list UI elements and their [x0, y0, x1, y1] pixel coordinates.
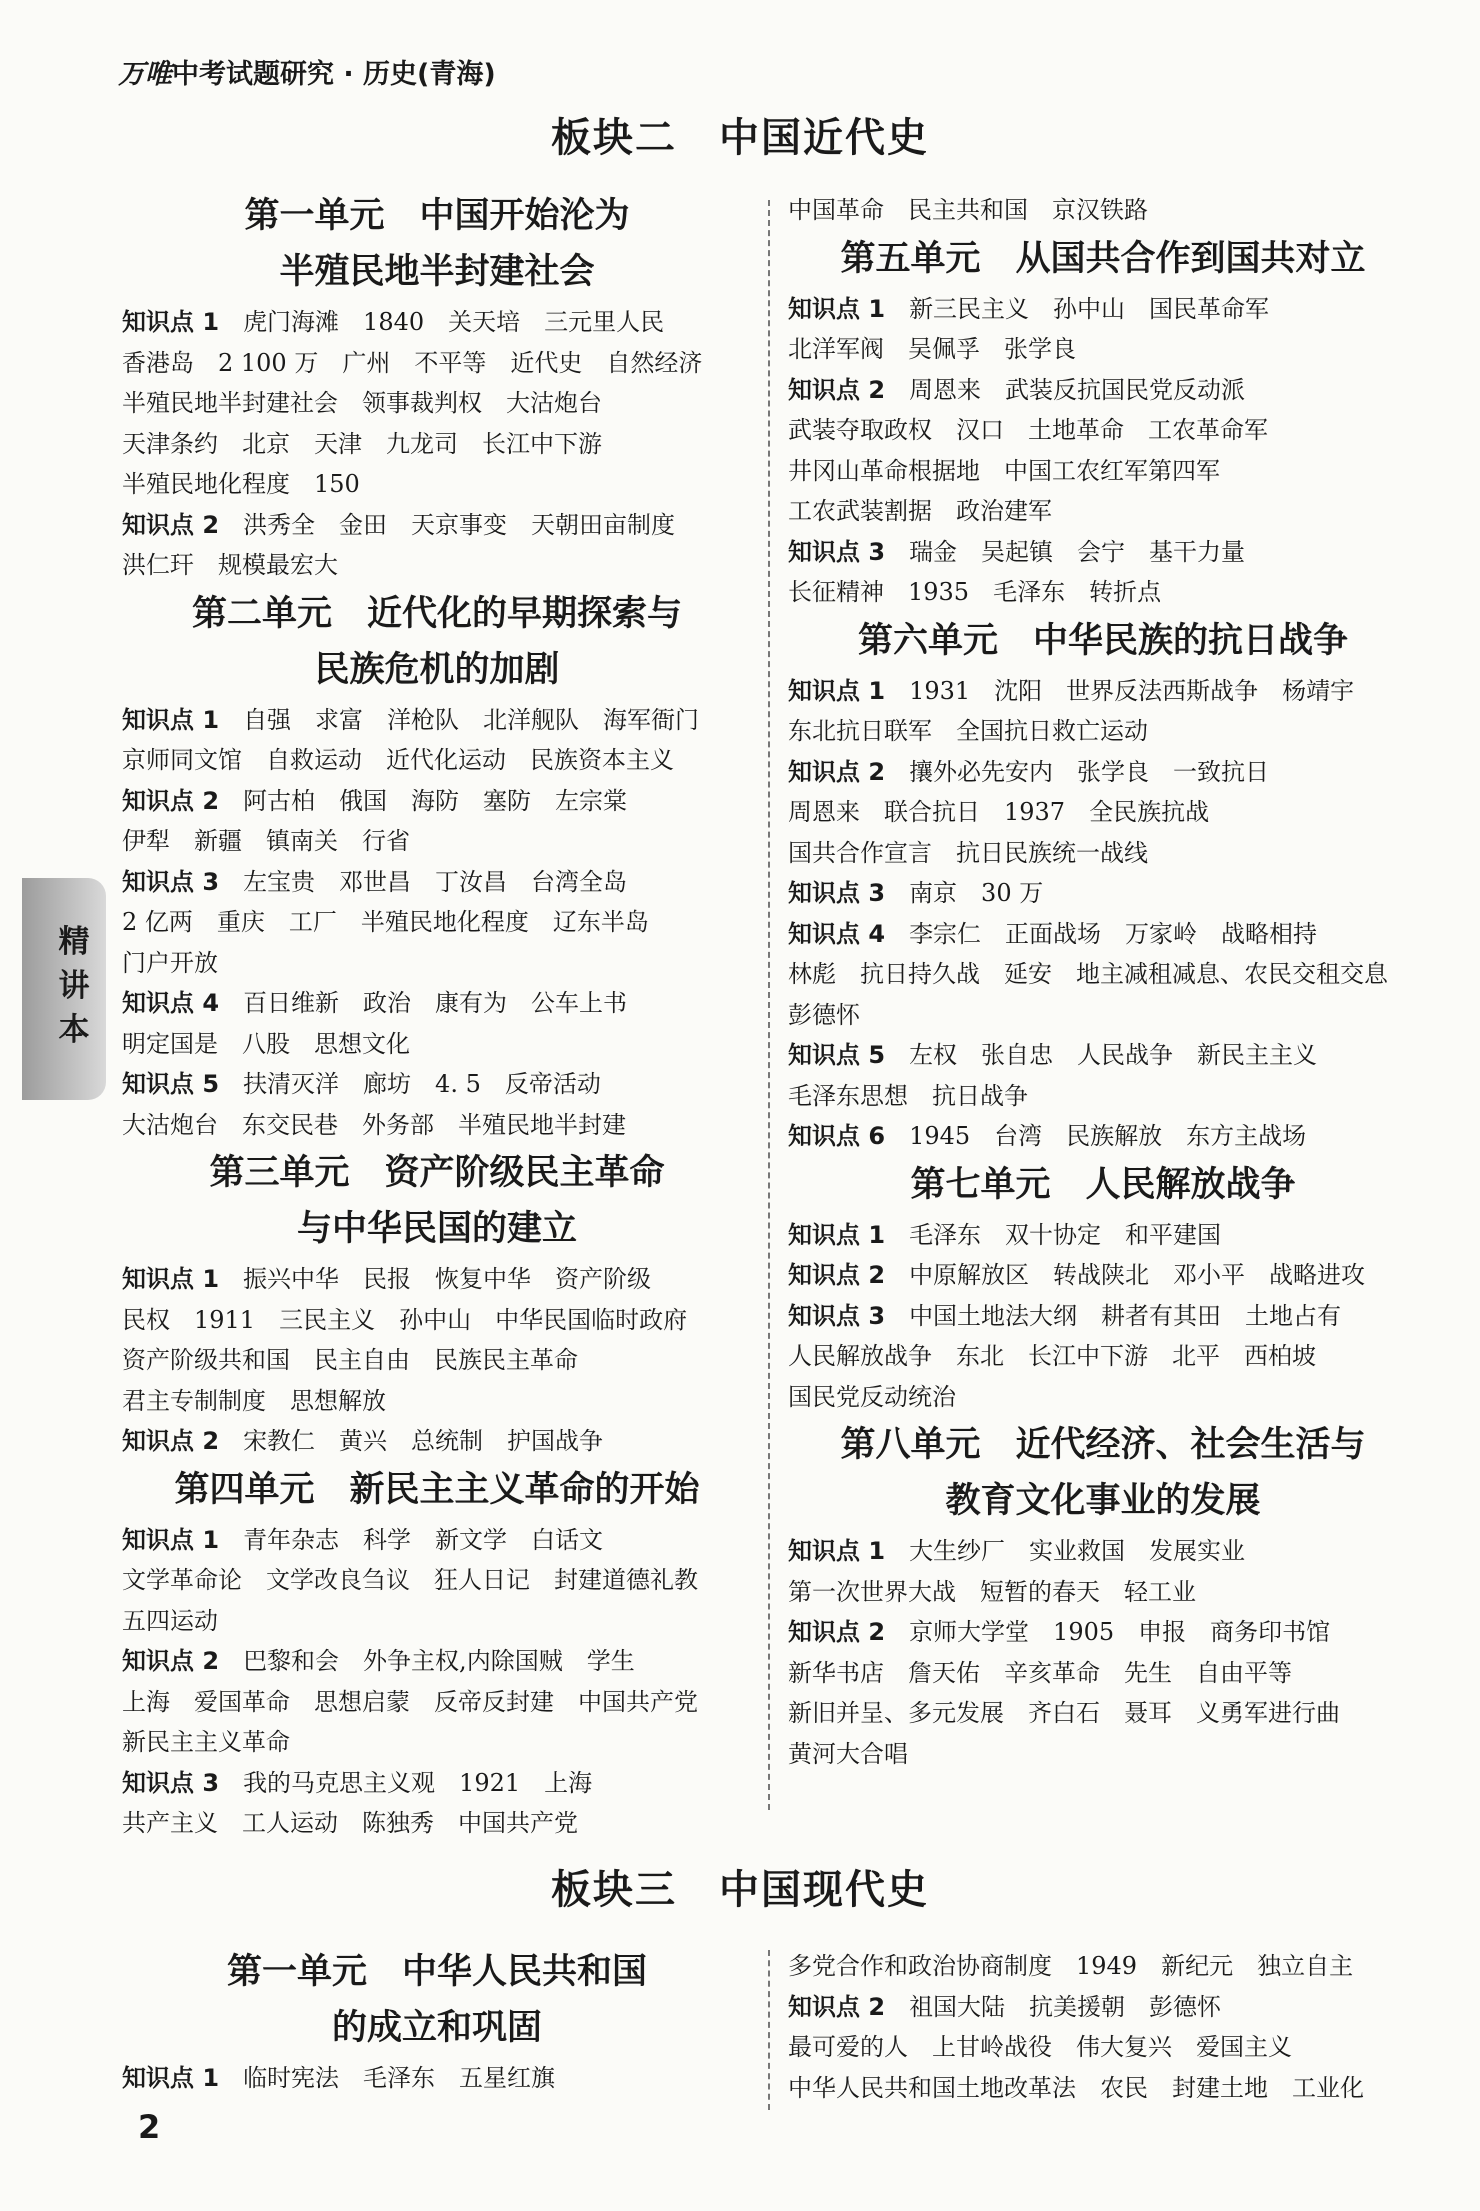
- unit-heading: 民族危机的加剧: [314, 649, 560, 690]
- knowledge-line: [788, 2027, 1418, 2068]
- knowledge-line: [122, 464, 752, 505]
- side-tab-label: [54, 920, 94, 1052]
- knowledge-point: [122, 1421, 752, 1462]
- knowledge-terms: 半殖民地化程度 150: [122, 470, 360, 498]
- knowledge-line: [122, 1381, 752, 1422]
- knowledge-point: [788, 1035, 1418, 1076]
- knowledge-terms: 阿古柏 俄国 海防 塞防 左宗棠: [243, 786, 628, 815]
- knowledge-line: [788, 711, 1418, 752]
- knowledge-terms: 1931 沈阳 世界反法西斯战争 杨靖宇: [909, 676, 1355, 705]
- knowledge-line: [788, 329, 1418, 370]
- knowledge-terms: 瑞金 吴起镇 会宁 基干力量: [909, 537, 1246, 566]
- knowledge-line: [122, 1105, 752, 1146]
- unit-heading: 第三单元 资产阶级民主革命: [209, 1153, 665, 1193]
- knowledge-terms: 中华人民共和国土地改革法 农民 封建土地 工业化: [788, 2073, 1364, 2102]
- knowledge-terms: 最可爱的人 上甘岭战役 伟大复兴 爱国主义: [788, 2033, 1292, 2061]
- side-tab-char: 精: [58, 924, 90, 960]
- knowledge-line: [122, 343, 752, 384]
- knowledge-line: [788, 2068, 1418, 2109]
- knowledge-terms: 青年杂志 科学 新文学 白话文: [243, 1525, 604, 1554]
- knowledge-point: [122, 781, 752, 822]
- knowledge-terms: 我的马克思主义观 1921 上海: [243, 1768, 593, 1797]
- knowledge-terms: 攘外必先安内 张学良 一致抗日: [909, 757, 1270, 786]
- knowledge-terms: 半殖民地半封建社会 领事裁判权 大沽炮台: [122, 389, 602, 417]
- knowledge-terms: 伊犁 新疆 镇南关 行省: [122, 827, 410, 855]
- knowledge-point-label: 知识点 2: [788, 375, 886, 404]
- knowledge-point: [122, 302, 752, 343]
- knowledge-line: [788, 1653, 1418, 1694]
- unit-heading: 与中华民国的建立: [296, 1209, 577, 1249]
- unit-heading: 第五单元 从国共合作到国共对立: [840, 238, 1366, 279]
- knowledge-point-label: 知识点 2: [122, 786, 220, 815]
- knowledge-terms: 君主专制制度 思想解放: [122, 1386, 386, 1415]
- side-tab-char: 本: [58, 1012, 90, 1048]
- knowledge-terms: 自强 求富 洋枪队 北洋舰队 海军衙门: [243, 705, 700, 734]
- left-column-2: [122, 1944, 752, 2099]
- knowledge-terms: 林彪 抗日持久战 延安 地主减租减息、农民交租交息: [788, 960, 1388, 988]
- knowledge-point: [788, 289, 1418, 330]
- knowledge-point: [788, 1116, 1418, 1157]
- unit-heading: 第八单元 近代经济、社会生活与: [840, 1425, 1366, 1465]
- knowledge-terms: 京师同文馆 自救运动 近代化运动 民族资本主义: [122, 746, 674, 774]
- knowledge-point: [788, 370, 1418, 411]
- book-title: 中考试题研究 · 历史(青海): [172, 59, 496, 90]
- knowledge-line: [788, 954, 1418, 995]
- knowledge-terms: 彭德怀: [788, 1000, 860, 1029]
- column-divider-2: [768, 1950, 770, 2110]
- knowledge-terms: 扶清灭洋 廊坊 4. 5 反帝活动: [243, 1070, 601, 1098]
- knowledge-terms: 大生纱厂 实业救国 发展实业: [909, 1537, 1246, 1565]
- knowledge-terms: 香港岛 2 100 万 广州 不平等 近代史 自然经济: [122, 348, 703, 377]
- knowledge-terms: 上海 爱国革命 思想启蒙 反帝反封建 中国共产党: [122, 1687, 698, 1716]
- knowledge-point: [788, 1296, 1418, 1337]
- knowledge-point: [122, 700, 752, 741]
- knowledge-point: [788, 1987, 1418, 2028]
- knowledge-terms: 明定国是 八股 思想文化: [122, 1029, 410, 1058]
- knowledge-line: [122, 821, 752, 862]
- knowledge-point-label: 知识点 4: [788, 919, 886, 948]
- knowledge-terms: 百日维新 政治 康有为 公车上书: [243, 989, 628, 1017]
- knowledge-point-label: 知识点 2: [788, 757, 886, 786]
- knowledge-line: [122, 1024, 752, 1065]
- knowledge-line: [122, 1682, 752, 1723]
- unit-heading: 第四单元 新民主主义革命的开始: [174, 1469, 700, 1510]
- knowledge-point: [788, 914, 1418, 955]
- knowledge-line: [122, 902, 752, 943]
- knowledge-terms: 左宝贵 邓世昌 丁汝昌 台湾全岛: [243, 867, 628, 896]
- knowledge-point-label: 知识点 3: [122, 867, 220, 896]
- knowledge-terms: 周恩来 武装反抗国民党反动派: [909, 375, 1246, 404]
- knowledge-terms: 洪仁玕 规模最宏大: [122, 551, 338, 579]
- brand-logo: 万唯: [118, 59, 172, 90]
- knowledge-terms: 毛泽东思想 抗日战争: [788, 1081, 1028, 1110]
- knowledge-line: [122, 383, 752, 424]
- knowledge-line: [788, 190, 1418, 231]
- knowledge-terms: 第一次世界大战 短暂的春天 轻工业: [788, 1577, 1196, 1606]
- knowledge-terms: 共产主义 工人运动 陈独秀 中国共产党: [122, 1809, 578, 1837]
- knowledge-point-label: 知识点 1: [122, 2064, 220, 2092]
- knowledge-line: [122, 740, 752, 781]
- right-column-2: [788, 1946, 1418, 2108]
- knowledge-terms: 毛泽东 双十协定 和平建国: [909, 1220, 1222, 1249]
- knowledge-terms: 2 亿两 重庆 工厂 半殖民地化程度 辽东半岛: [122, 908, 649, 936]
- knowledge-terms: 井冈山革命根据地 中国工农红军第四军: [788, 456, 1220, 485]
- knowledge-point-label: 知识点 2: [788, 1618, 886, 1646]
- knowledge-terms: 国共合作宣言 抗日民族统一战线: [788, 838, 1148, 867]
- knowledge-terms: 临时宪法 毛泽东 五星红旗: [243, 2064, 556, 2092]
- knowledge-point-label: 知识点 2: [122, 510, 220, 539]
- knowledge-point-label: 知识点 5: [122, 1070, 220, 1098]
- knowledge-terms: 多党合作和政治协商制度 1949 新纪元 独立自主: [788, 1952, 1354, 1980]
- knowledge-point: [122, 862, 752, 903]
- knowledge-line: [788, 1734, 1418, 1775]
- knowledge-terms: 祖国大陆 抗美援朝 彭德怀: [909, 1992, 1222, 2021]
- knowledge-point-label: 知识点 1: [122, 308, 220, 336]
- knowledge-line: [122, 1601, 752, 1642]
- knowledge-point-label: 知识点 2: [788, 1261, 886, 1289]
- knowledge-terms: 黄河大合唱: [788, 1739, 908, 1768]
- knowledge-terms: 人民解放战争 东北 长江中下游 北平 西柏坡: [788, 1342, 1316, 1370]
- knowledge-line: [788, 1572, 1418, 1613]
- knowledge-point-label: 知识点 1: [788, 676, 886, 705]
- knowledge-point: [788, 532, 1418, 573]
- knowledge-point-label: 知识点 1: [122, 1525, 220, 1554]
- knowledge-point: [122, 1641, 752, 1682]
- knowledge-line: [788, 1377, 1418, 1418]
- knowledge-line: [122, 1300, 752, 1341]
- knowledge-point-label: 知识点 2: [122, 1647, 220, 1675]
- knowledge-line: [788, 792, 1418, 833]
- knowledge-terms: 新三民主义 孙中山 国民革命军: [909, 294, 1270, 323]
- knowledge-point: [788, 671, 1418, 712]
- knowledge-line: [788, 491, 1418, 532]
- knowledge-terms: 振兴中华 民报 恢复中华 资产阶级: [243, 1265, 652, 1293]
- knowledge-terms: 中国土地法大纲 耕者有其田 土地占有: [909, 1301, 1342, 1330]
- knowledge-terms: 新旧并呈、多元发展 齐白石 聂耳 义勇军进行曲: [788, 1699, 1340, 1727]
- block-3-title: 板块三 中国现代史: [551, 1867, 929, 1913]
- knowledge-terms: 巴黎和会 外争主权,内除国贼 学生: [243, 1647, 635, 1675]
- knowledge-terms: 文学革命论 文学改良刍议 狂人日记 封建道德礼教: [122, 1566, 698, 1594]
- unit-heading: 半殖民地半封建社会: [279, 252, 595, 292]
- unit-heading: 第一单元 中国开始沦为: [244, 196, 630, 236]
- knowledge-line: [788, 572, 1418, 613]
- page-number: 2: [138, 2108, 161, 2146]
- right-column: [788, 190, 1418, 1774]
- knowledge-line: [122, 1803, 752, 1844]
- knowledge-terms: 左权 张自忠 人民战争 新民主主义: [909, 1041, 1318, 1069]
- unit-heading: 第六单元 中华民族的抗日战争: [857, 620, 1348, 661]
- block-2-title: 板块二 中国近代史: [551, 115, 929, 161]
- knowledge-point: [122, 983, 752, 1024]
- knowledge-point-label: 知识点 5: [788, 1041, 886, 1069]
- knowledge-point: [122, 505, 752, 546]
- column-divider: [768, 200, 770, 1810]
- knowledge-terms: 京师大学堂 1905 申报 商务印书馆: [909, 1618, 1331, 1646]
- knowledge-terms: 门户开放: [122, 948, 218, 977]
- unit-heading: 的成立和巩固: [331, 2008, 542, 2048]
- knowledge-terms: 中原解放区 转战陕北 邓小平 战略进攻: [909, 1261, 1366, 1289]
- knowledge-terms: 东北抗日联军 全国抗日救亡运动: [788, 717, 1148, 745]
- unit-heading: 第二单元 近代化的早期探索与: [191, 593, 682, 634]
- knowledge-point: [788, 752, 1418, 793]
- knowledge-point-label: 知识点 1: [788, 1220, 886, 1249]
- knowledge-point: [788, 873, 1418, 914]
- knowledge-terms: 洪秀全 金田 天京事变 天朝田亩制度: [243, 510, 676, 539]
- knowledge-point-label: 知识点 3: [788, 879, 886, 907]
- knowledge-point-label: 知识点 1: [122, 705, 220, 734]
- knowledge-point-label: 知识点 3: [788, 1301, 886, 1330]
- knowledge-line: [788, 410, 1418, 451]
- unit-heading: 第七单元 人民解放战争: [910, 1164, 1296, 1205]
- knowledge-line: [788, 1076, 1418, 1117]
- knowledge-point-label: 知识点 1: [122, 1265, 220, 1293]
- knowledge-line: [122, 1560, 752, 1601]
- page-header: [118, 52, 496, 91]
- knowledge-line: [788, 995, 1418, 1036]
- left-column: [122, 188, 752, 1844]
- knowledge-terms: 天津条约 北京 天津 九龙司 长江中下游: [122, 429, 602, 458]
- knowledge-point-label: 知识点 4: [122, 989, 220, 1017]
- knowledge-terms: 李宗仁 正面战场 万家岭 战略相持: [909, 919, 1318, 948]
- unit-heading: 第一单元 中华人民共和国: [226, 1952, 647, 1992]
- knowledge-line: [122, 1722, 752, 1763]
- knowledge-terms: 北洋军阀 吴佩孚 张学良: [788, 335, 1076, 363]
- knowledge-point-label: 知识点 2: [788, 1992, 886, 2021]
- knowledge-line: [122, 1340, 752, 1381]
- knowledge-point-label: 知识点 2: [122, 1427, 220, 1455]
- knowledge-line: [788, 1693, 1418, 1734]
- knowledge-point: [122, 1763, 752, 1804]
- knowledge-terms: 国民党反动统治: [788, 1382, 956, 1411]
- knowledge-point: [788, 1531, 1418, 1572]
- knowledge-point-label: 知识点 3: [788, 537, 886, 566]
- knowledge-terms: 宋教仁 黄兴 总统制 护国战争: [243, 1427, 604, 1455]
- knowledge-line: [122, 424, 752, 465]
- knowledge-line: [122, 943, 752, 984]
- knowledge-point-label: 知识点 1: [788, 1537, 886, 1565]
- knowledge-line: [788, 1336, 1418, 1377]
- knowledge-point: [122, 2058, 752, 2099]
- knowledge-line: [788, 1946, 1418, 1987]
- knowledge-point: [788, 1255, 1418, 1296]
- knowledge-terms: 新民主主义革命: [122, 1728, 290, 1756]
- knowledge-terms: 五四运动: [122, 1606, 218, 1635]
- knowledge-point: [122, 1064, 752, 1105]
- knowledge-terms: 资产阶级共和国 民主自由 民族民主革命: [122, 1346, 578, 1374]
- knowledge-terms: 民权 1911 三民主义 孙中山 中华民国临时政府: [122, 1305, 688, 1334]
- knowledge-terms: 周恩来 联合抗日 1937 全民族抗战: [788, 798, 1210, 826]
- knowledge-terms: 新华书店 詹天佑 辛亥革命 先生 自由平等: [788, 1658, 1292, 1687]
- knowledge-line: [788, 833, 1418, 874]
- knowledge-point: [788, 1215, 1418, 1256]
- knowledge-point-label: 知识点 1: [788, 294, 886, 323]
- knowledge-point: [122, 1520, 752, 1561]
- knowledge-terms: 大沽炮台 东交民巷 外务部 半殖民地半封建: [122, 1110, 626, 1139]
- knowledge-terms: 南京 30 万: [909, 879, 1044, 907]
- knowledge-terms: 武装夺取政权 汉口 土地革命 工农革命军: [788, 416, 1268, 444]
- unit-heading: 教育文化事业的发展: [945, 1481, 1261, 1521]
- side-tab-char: 讲: [58, 968, 90, 1004]
- knowledge-terms: 1945 台湾 民族解放 东方主战场: [909, 1122, 1307, 1150]
- knowledge-line: [788, 451, 1418, 492]
- knowledge-terms: 中国革命 民主共和国 京汉铁路: [788, 196, 1148, 224]
- knowledge-point: [788, 1612, 1418, 1653]
- knowledge-terms: 工农武装割据 政治建军: [788, 497, 1052, 525]
- knowledge-terms: 长征精神 1935 毛泽东 转折点: [788, 578, 1162, 606]
- knowledge-point-label: 知识点 6: [788, 1122, 886, 1150]
- knowledge-terms: 虎门海滩 1840 关天培 三元里人民: [243, 308, 665, 336]
- knowledge-point-label: 知识点 3: [122, 1768, 220, 1797]
- knowledge-line: [122, 545, 752, 586]
- knowledge-point: [122, 1259, 752, 1300]
